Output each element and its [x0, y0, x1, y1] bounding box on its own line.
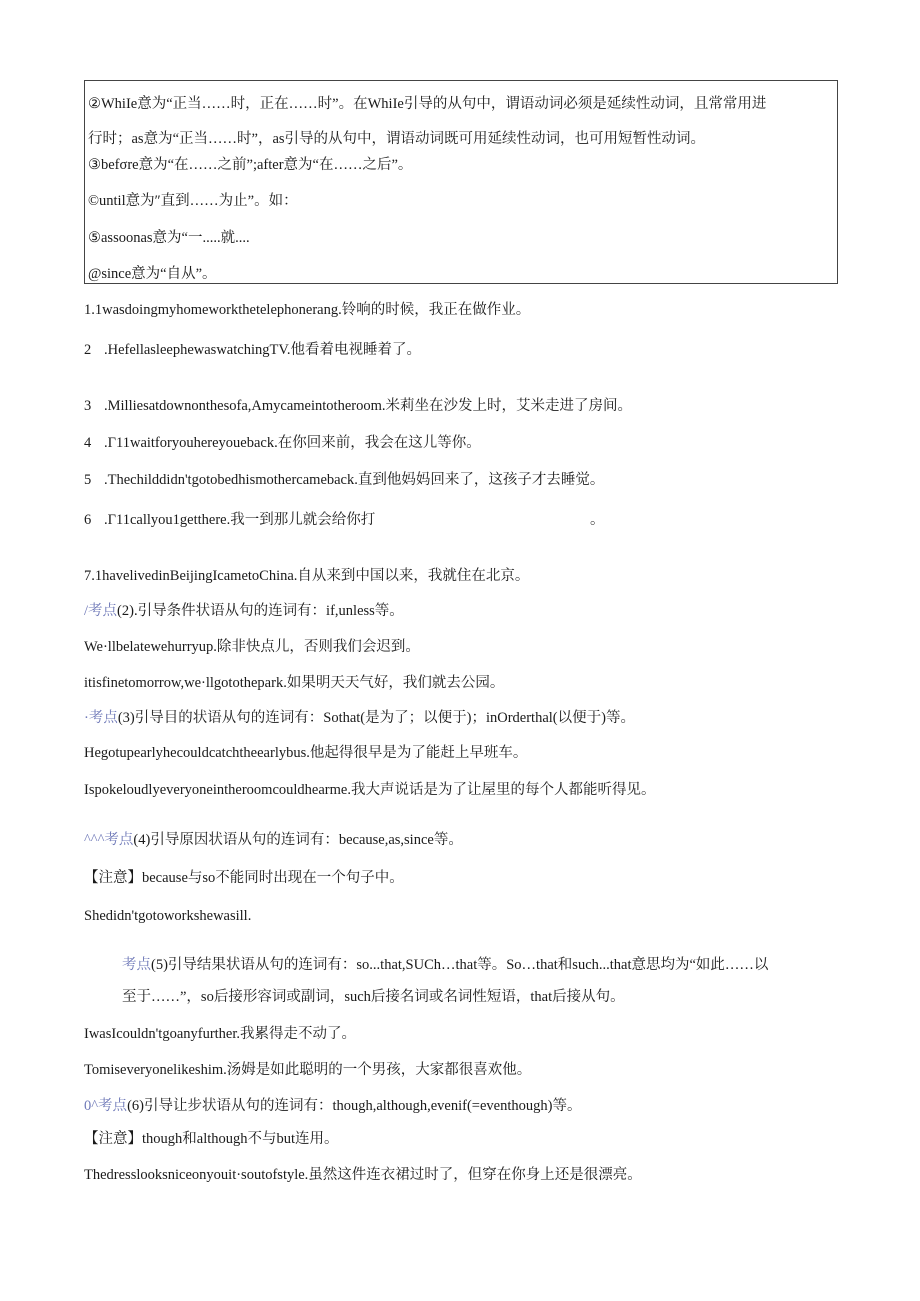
box-line-as: 行时；as意为“正当……时”，as引导的从句中，谓语动词既可用延续性动词，也可用短暂性动词。 — [88, 131, 706, 147]
box-line-while: ②WhiIe意为“正当……时，正在……时”。在WhiIe引导的从句中，谓语动词必须是延续性动词，且常常用进 — [88, 96, 767, 112]
example-6: .Γ11callyou1getthere.我一到那儿就会给你打 — [104, 512, 376, 528]
example-3-number: 3 — [84, 398, 92, 414]
kaodian-2-heading — [84, 602, 404, 620]
kaodian-5-text: (5)引导结果状语从句的连词有：so...that,SUCh…that等。So…that和such...that意思均为“如此……以 — [151, 957, 769, 973]
box-line-assoonas: ⑤assoonas意为“一.....就.... — [88, 230, 250, 246]
kaodian-5-sentence-1: IwasIcouldn'tgoanyfurther.我累得走不动了。 — [84, 1026, 357, 1042]
kaodian-6-mark: 0^考点 — [84, 1098, 128, 1114]
example-5-number: 5 — [84, 472, 92, 488]
kaodian-4-mark: ^^^考点 — [84, 832, 134, 848]
example-2-number: 2 — [84, 342, 92, 358]
example-2: .HefellasleephewaswatchingTV.他看着电视睡着了。 — [104, 342, 422, 358]
kaodian-4-sentence-1: Shedidn'tgotoworkshewasill. — [84, 908, 252, 924]
example-1: 1.1wasdoingmyhomeworkthetelephonerang.铃响的时候，我正在做作业。 — [84, 302, 531, 318]
example-4-number: 4 — [84, 435, 92, 451]
example-6-number: 6 — [84, 512, 92, 528]
kaodian-6-text: (6)引导让步状语从句的连词有：though,although,evenif(=eventhough)等。 — [127, 1098, 582, 1114]
box-line-since: @since意为“自从”。 — [88, 266, 217, 282]
kaodian-2-sentence-1: We·llbelatewehurryup.除非快点儿，否则我们会迟到。 — [84, 639, 420, 655]
kaodian-3-sentence-2: Ispokeloudlyeveryoneintheroomcouldhearme.我大声说话是为了让屋里的每个人都能听得见。 — [84, 782, 656, 798]
kaodian-6-note: 【注意】though和although不与but连用。 — [84, 1131, 339, 1147]
kaodian-5-text-2: 至于……”，so后接形容词或副词，such后接名词或名词性短语，that后接从句。 — [122, 989, 625, 1005]
kaodian-2-sentence-2: itisfinetomorrow,we·llgotothepark.如果明天天气好，我们就去公园。 — [84, 675, 505, 691]
box-line-until: ©until意为″直到……为止”。如： — [88, 193, 298, 209]
box-line-before: ③befσre意为“在……之前”;after意为“在……之后”。 — [88, 157, 413, 173]
example-3: .Milliesatdownonthesofa,Amycameintotheroom.米莉坐在沙发上时，艾米走进了房间。 — [104, 398, 632, 414]
example-4: .Γ11waitforyouhereyoueback.在你回来前，我会在这儿等你。 — [104, 435, 481, 451]
kaodian-5-sentence-2: Tomiseveryonelikeshim.汤姆是如此聪明的一个男孩，大家都很喜欢他。 — [84, 1062, 532, 1078]
example-5: .Thechilddidn'tgotobedhismothercameback.直到他妈妈回来了，这孩子才去睡觉。 — [104, 472, 605, 488]
kaodian-4-heading — [84, 831, 463, 849]
kaodian-6-heading — [84, 1097, 581, 1115]
kaodian-2-text: (2).引导条件状语从句的连词有：if,unless等。 — [117, 603, 404, 619]
kaodian-4-note: 【注意】because与so不能同时出现在一个句子中。 — [84, 870, 404, 886]
kaodian-3-sentence-1: Hegotupearlyhecouldcatchtheearlybus.他起得很早是为了能赶上早班车。 — [84, 745, 528, 761]
kaodian-4-text: (4)引导原因状语从句的连词有：because,as,since等。 — [133, 832, 463, 848]
kaodian-2-mark: /考点 — [84, 603, 118, 619]
example-7: 7.1havelivedinBeijingIcametoChina.自从来到中国以来，我就住在北京。 — [84, 568, 530, 584]
kaodian-5-mark: 考点 — [122, 957, 151, 973]
kaodian-3-text: (3)引导目的状语从句的连词有：Sothat(是为了；以便于)；inOrderthal(以便于)等。 — [117, 710, 635, 726]
kaodian-3-heading — [84, 709, 635, 727]
kaodian-5-heading — [122, 956, 768, 974]
example-6-end: 。 — [590, 512, 605, 528]
kaodian-6-sentence-1: Thedresslooksniceonyouit·soutofstyle.虽然这件连衣裙过时了，但穿在你身上还是很漂亮。 — [84, 1167, 642, 1183]
kaodian-3-mark: ·考点 — [84, 710, 118, 726]
